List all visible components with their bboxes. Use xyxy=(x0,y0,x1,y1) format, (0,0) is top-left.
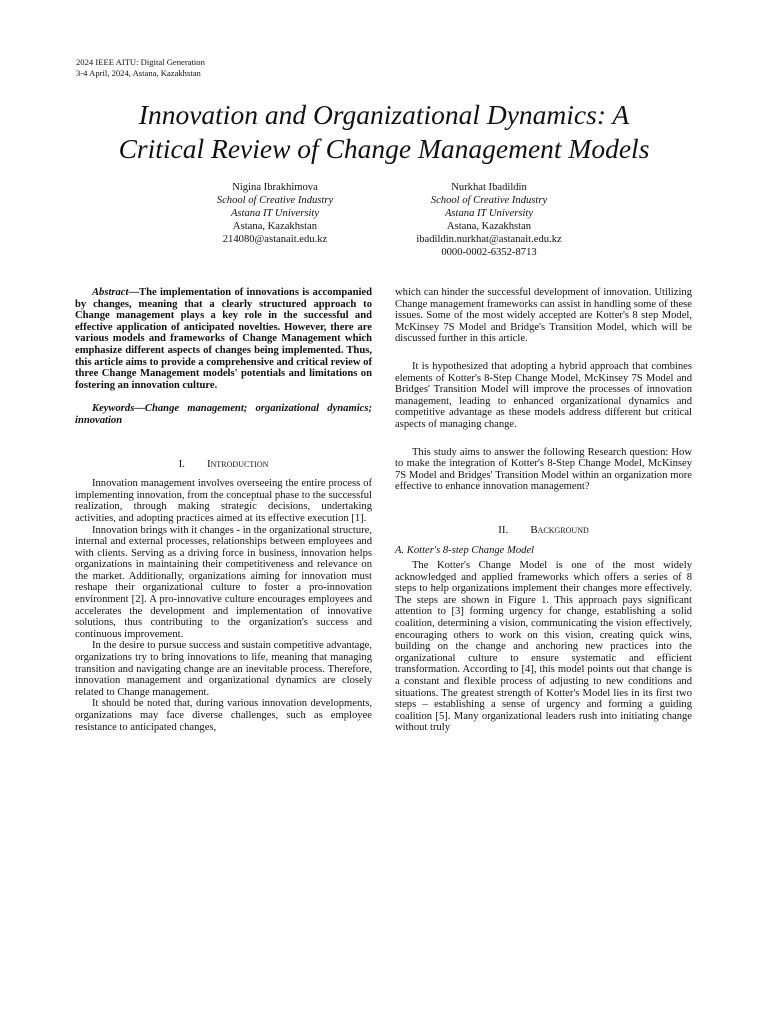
paper-title-line-2: Critical Review of Change Management Models xyxy=(118,133,650,164)
intro-paragraph-4: It should be noted that, during various innovation developments, organizations may face diverse challenges, such as employee resistance to anticipated changes, xyxy=(75,698,372,733)
author-university: Astana IT University xyxy=(444,208,534,219)
paper-title-line-1: Innovation and Organizational Dynamics: A xyxy=(138,99,630,130)
section-title: Background xyxy=(530,523,589,536)
author-email: 214080@astanait.edu.kz xyxy=(222,234,328,245)
kotter-paragraph: The Kotter's Change Model is one of the most widely acknowledged and applied frameworks which offers a series of 8 steps to help organizations implement their changes more effectively. The steps are shown in Figure 1. This approach pays significant attention to [3] forming urgency for change, establishing a solid coalition, determining a vision, communicating the vision effectively, encouraging others to work on this vision, creating quick wins, building on the change and anchoring new practices into the organizational culture to ensure systematic and efficient transformation. According to [4], this model points out that change is a constant and flexible process of adjusting to new conditions and situations. The greatest strength of Kotter's Model lies in its first two steps – establishing a sense of urgency and forming a guiding coalition [5]. Many organizational leaders rush into initiating change without truly xyxy=(395,560,692,734)
intro-paragraph-3: In the desire to pursue success and sustain competitive advantage, organizations try to bring innovations to life, meaning that managing transition and navigating change are an inevitable process. Therefore, innovation management and organizational dynamics are closely related to Change management. xyxy=(75,640,372,698)
keywords-label: Keywords— xyxy=(91,403,145,415)
author-location: Astana, Kazakhstan xyxy=(232,221,318,232)
section-heading-introduction xyxy=(75,459,372,471)
author-school: School of Creative Industry xyxy=(430,195,548,206)
section-title: Introduction xyxy=(206,457,269,470)
author-block-2 xyxy=(374,181,604,259)
paper-title xyxy=(60,98,708,166)
keywords xyxy=(75,403,372,426)
author-name: Nigina Ibrakhimova xyxy=(232,182,318,193)
intro-continuation-paragraph: which can hinder the successful development of innovation. Utilizing Change management frameworks can assist in handling some of these issues. Some of the most widely accepted are Kotter's 8 step Model, McKinsey 7S Model and Bridge's Transition Model, which will be discussed further in this article. xyxy=(395,287,692,345)
author-school: School of Creative Industry xyxy=(216,195,334,206)
keywords-text: Change management; organizational dynamics; innovation xyxy=(75,403,372,426)
abstract-text: The implementation of innovations is accompanied by changes, meaning that a clearly structured approach to Change management plays a key role in the successful and effective application of anticipated novelties. However, there are various models and frameworks of Change Management which emphasize different aspects of changes being implemented. Thus, this article aims to provide a comprehensive and critical review of three Change Management models' potentials and limitations on fostering an innovation culture. xyxy=(75,287,372,391)
conference-header xyxy=(76,57,205,79)
author-orcid: 0000-0002-6352-8713 xyxy=(441,247,537,258)
author-block-1 xyxy=(160,181,390,246)
intro-paragraph-2: Innovation brings with it changes - in the organizational structure, internal and external processes, relationships between employees and with clients. Serving as a driving force in business, innovation helps organizations in maintaining their competitiveness and relevance on the market. Additionally, organizations aiming for innovation must reshape their organizational culture to foster a pro-innovation environment [2]. A pro-innovative culture encourages employees and accelerates the development and implementation of innovative solutions, thus contributing to the organization's success and continuous improvement. xyxy=(75,524,372,640)
section-number: I. xyxy=(178,457,185,470)
author-location: Astana, Kazakhstan xyxy=(446,221,532,232)
section-number: II. xyxy=(498,523,509,536)
section-heading-background xyxy=(395,525,692,537)
conference-date-location: 3-4 April, 2024, Astana, Kazakhstan xyxy=(76,68,201,78)
left-column xyxy=(75,287,372,733)
author-name: Nurkhat Ibadildin xyxy=(451,182,527,193)
abstract xyxy=(75,287,372,391)
hypothesis-paragraph: It is hypothesized that adopting a hybrid approach that combines elements of Kotter's 8-Step Change Model, McKinsey 7S Model and Bridges' Transition Model will improve the processes of innovation management, leading to enhanced organizational dynamics and competitive advantage as these models address different but critical aspects of managing change. xyxy=(395,360,692,430)
subsection-heading-kotter: A. Kotter's 8-step Change Model xyxy=(395,544,535,556)
author-email: ibadildin.nurkhat@astanait.edu.kz xyxy=(416,234,562,245)
research-question-paragraph: This study aims to answer the following Research question: How to make the integration of Kotter's 8-Step Change Model, McKinsey 7S Model and Bridges' Transition Model within an organization more effective to enhance innovation management? xyxy=(395,446,692,493)
abstract-label: Abstract— xyxy=(91,287,140,298)
author-university: Astana IT University xyxy=(230,208,320,219)
conference-name: 2024 IEEE AITU: Digital Generation xyxy=(76,57,205,67)
right-column xyxy=(395,287,692,734)
intro-paragraph-1: Innovation management involves overseeing the entire process of implementing innovation, from the conceptual phase to the successful realization, through making strategic decisions, undertaking activities, and adopting practices aimed at its effective execution [1]. xyxy=(75,478,372,524)
